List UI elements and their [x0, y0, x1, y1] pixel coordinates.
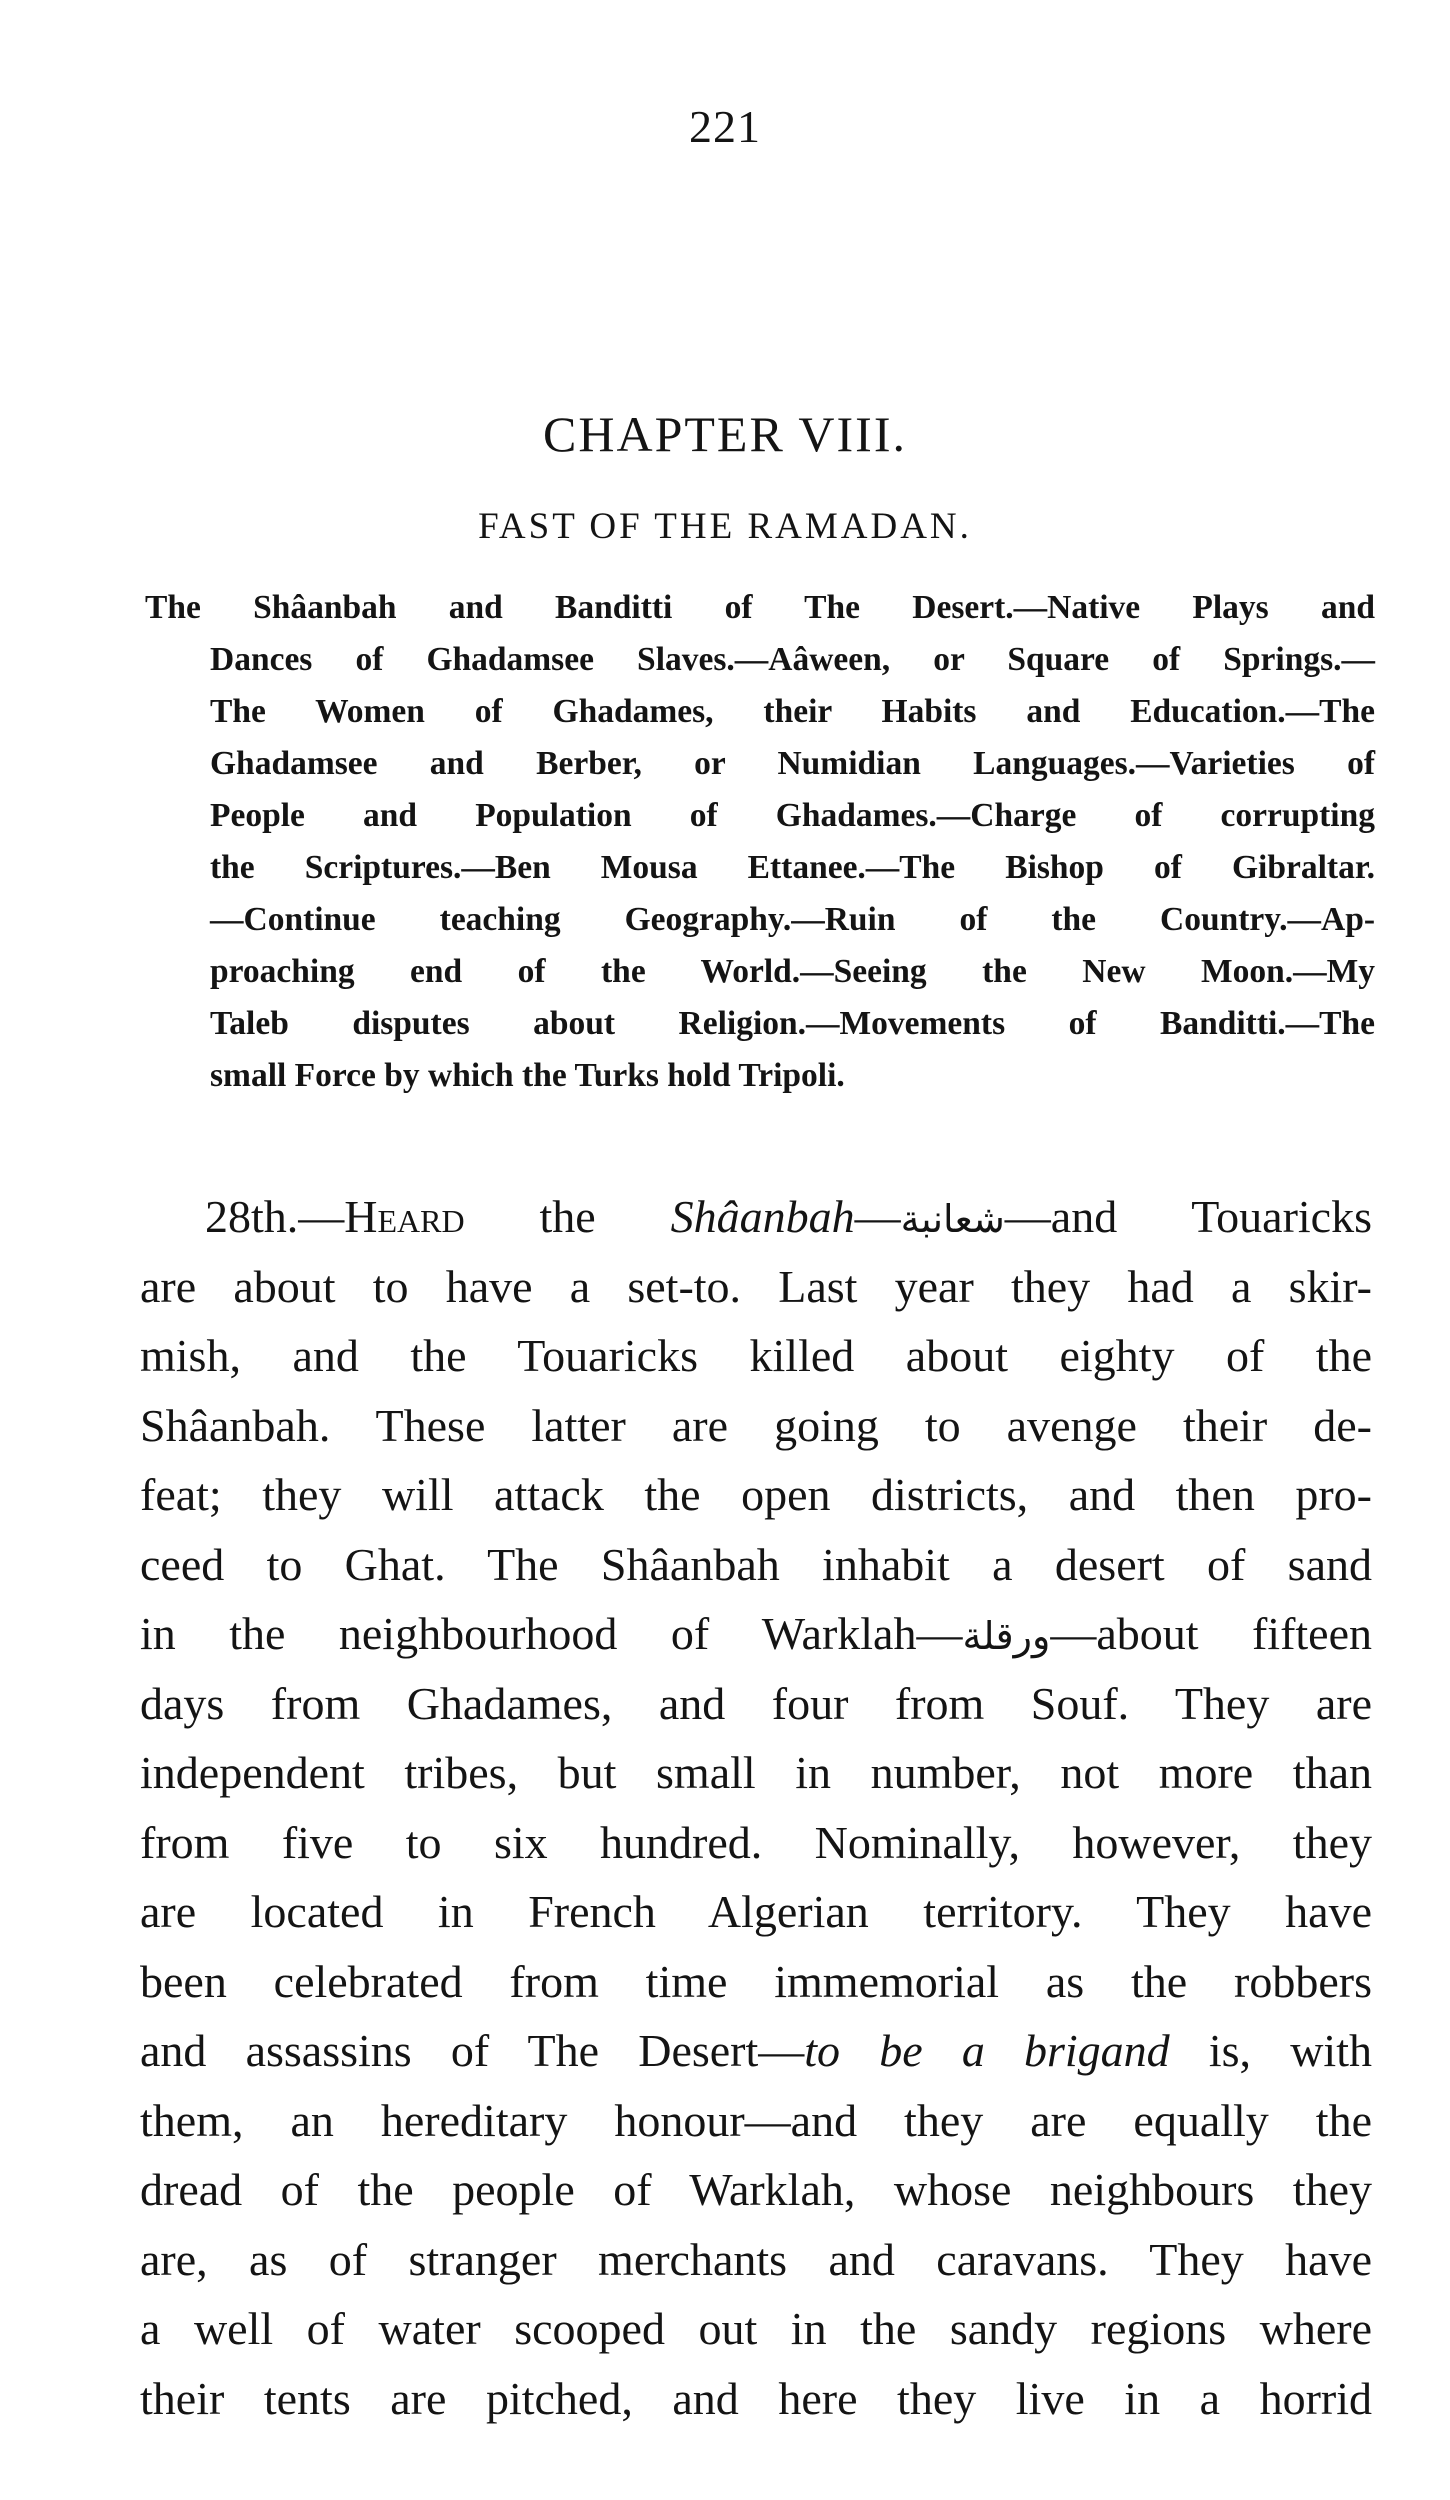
body-line: are located in French Algerian territory. They have [140, 1886, 1372, 1937]
summary-line: small Force by which the Turks hold Tripoli. [210, 1057, 845, 1094]
summary-line: proaching end of the World.—Seeing the New Moon.—My [210, 953, 1375, 990]
body-line: their tents are pitched, and here they live in a horrid [140, 2372, 1372, 2424]
chapter-title: CHAPTER VIII. [543, 406, 907, 462]
body-line: Shâanbah. These latter are going to avenge their de- [140, 1399, 1372, 1451]
body-line-brigand: and assassins of The Desert—to be a brigand is, with [140, 2025, 1372, 2076]
summary-line: —Continue teaching Geography.—Ruin of the Country.—Ap- [210, 901, 1375, 938]
body-line: days from Ghadames, and four from Souf. They are [140, 1677, 1372, 1729]
tribe-name-italic: Shâanbah [670, 1191, 855, 1242]
body-line: independent tribes, but small in number, not more than [140, 1747, 1372, 1798]
summary-line: Ghadamsee and Berber, or Numidian Languages.—Varieties of [210, 745, 1375, 782]
body-line: feat; they will attack the open districts, and then pro- [140, 1469, 1372, 1520]
page-number: 221 [689, 101, 761, 152]
body-line: mish, and the Touaricks killed about eighty of the [140, 1330, 1372, 1381]
body-line: are, as of stranger merchants and caravans. They have [140, 2233, 1372, 2285]
summary-line: Dances of Ghadamsee Slaves.—Aâween, or Square of Springs.— [210, 641, 1375, 678]
body-line: them, an hereditary honour—and they are equally the [140, 2094, 1372, 2146]
body-line: dread of the people of Warklah, whose neighbours they [140, 2164, 1372, 2215]
arabic-shaanbah: شعانبة [900, 1197, 1005, 1241]
italic-phrase: to be a brigand [804, 2025, 1170, 2076]
summary-line: The Shâanbah and Banditti of The Desert.—Native Plays and [145, 589, 1375, 626]
summary-line: the Scriptures.—Ben Mousa Ettanee.—The Bishop of Gibraltar. [210, 849, 1375, 886]
body-line: from five to six hundred. Nominally, however, they [140, 1816, 1372, 1868]
body-line: are about to have a set-to. Last year they had a skir- [140, 1260, 1372, 1312]
summary-line: The Women of Ghadames, their Habits and Education.—The [210, 693, 1375, 730]
chapter-subtitle: FAST OF THE RAMADAN. [478, 506, 972, 547]
body-text [140, 1182, 1372, 2433]
summary-line: Taleb disputes about Religion.—Movements of Banditti.—The [210, 1005, 1375, 1042]
body-line-warklah: in the neighbourhood of Warklah—ورقلة—about fifteen [140, 1608, 1372, 1659]
chapter-summary [145, 582, 1375, 1102]
body-line: ceed to Ghat. The Shâanbah inhabit a desert of sand [140, 1538, 1372, 1590]
entry-date: 28th. [205, 1191, 299, 1242]
summary-line: People and Population of Ghadames.—Charge of corrupting [210, 797, 1375, 834]
body-line: a well of water scooped out in the sandy regions where [140, 2303, 1372, 2354]
body-line: been celebrated from time immemorial as the robbers [140, 1955, 1372, 2007]
opening-word: Heard [344, 1191, 465, 1242]
body-line-opening: 28th.—Heard the Shâanbah—شعانبة—and Touaricks [205, 1191, 1372, 1242]
arabic-warklah: ورقلة [962, 1614, 1051, 1658]
